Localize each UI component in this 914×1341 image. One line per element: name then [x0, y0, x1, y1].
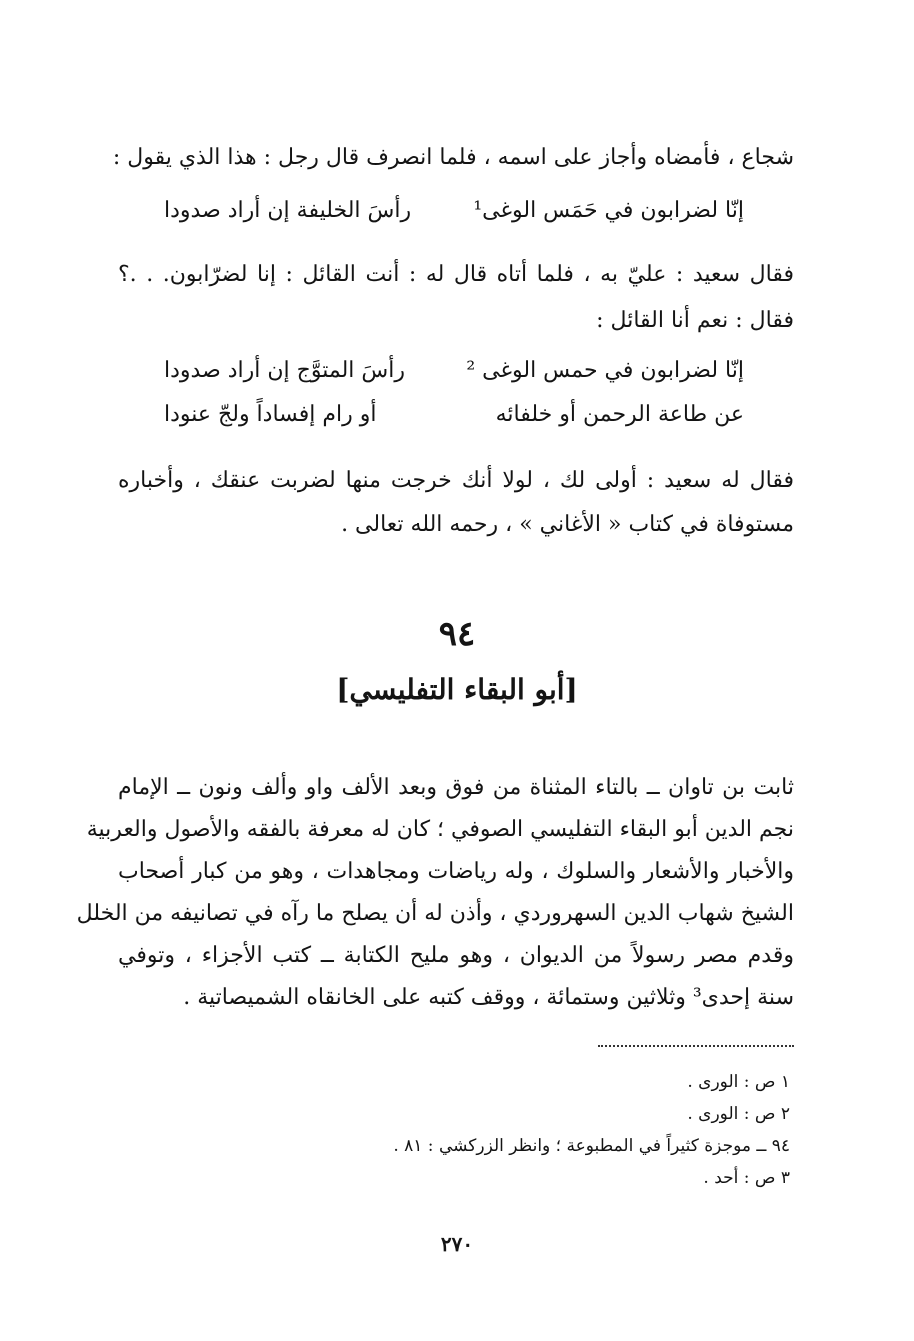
- text-line: وقدم مصر رسولاً من الديوان ، وهو مليح الكتابة ــ كتب الأجزاء ، وتوفي: [118, 943, 794, 968]
- text-line: فقال سعيد : عليّ به ، فلما أتاه قال له : أنت القائل : إنا لضرّابون. . .؟: [118, 262, 794, 287]
- verse-row: [164, 193, 744, 229]
- text-line: شجاع ، فأمضاه وأجاز على اسمه ، فلما انصرف قال رجل : هذا الذي يقول :: [112, 145, 794, 170]
- verse-first-hemistich: إنّا لضرابون في حمس الوغى ²: [466, 358, 744, 383]
- footnote: ٣ ص : أحد .: [703, 1168, 790, 1188]
- footnote: ١ ص : الورى .: [687, 1072, 790, 1092]
- footnote: ٢ ص : الورى .: [687, 1104, 790, 1124]
- verse-second-hemistich: رأسَ المتوَّج إن أراد صدودا: [164, 358, 405, 383]
- verse-row: [164, 397, 744, 433]
- page-number: ٢٧٠: [440, 1232, 474, 1256]
- text-line: مستوفاة في كتاب « الأغاني » ، رحمه الله تعالى .: [341, 512, 794, 537]
- text-line: الشيخ شهاب الدين السهروردي ، وأذن له أن يصلح ما رآه في تصانيفه من الخلل: [76, 901, 794, 926]
- entry-title: [أبو البقاء التفليسي]: [336, 673, 578, 706]
- text-line: فقال له سعيد : أولى لك ، لولا أنك خرجت منها لضربت عنقك ، وأخباره: [118, 468, 794, 493]
- entry-number: ٩٤: [438, 614, 476, 654]
- footnote-separator: [598, 1045, 794, 1047]
- verse-second-hemistich: رأسَ الخليفة إن أراد صدودا: [164, 198, 412, 223]
- text-line: والأخبار والأشعار والسلوك ، وله رياضات ومجاهدات ، وهو من كبار أصحاب: [118, 859, 794, 884]
- footnote: ٩٤ ــ موجزة كثيراً في المطبوعة ؛ وانظر الزركشي : ٨١ .: [393, 1136, 790, 1156]
- verse-first-hemistich: إنّا لضرابون في حَمَس الوغى¹: [473, 198, 744, 223]
- verse-second-hemistich: أو رام إفساداً ولجّ عنودا: [164, 402, 377, 427]
- text-line: سنة إحدى³ وثلاثين وستمائة ، ووقف كتبه على الخانقاه الشميصاتية .: [183, 985, 794, 1010]
- text-line: نجم الدين أبو البقاء التفليسي الصوفي ؛ كان له معرفة بالفقه والأصول والعربية: [86, 817, 794, 842]
- verse-row: [164, 353, 744, 389]
- text-line: ثابت بن تاوان ــ بالتاء المثناة من فوق وبعد الألف واو وألف ونون ــ الإمام: [118, 775, 794, 800]
- verse-first-hemistich: عن طاعة الرحمن أو خلفائه: [495, 402, 744, 427]
- text-line: فقال : نعم أنا القائل :: [596, 308, 794, 333]
